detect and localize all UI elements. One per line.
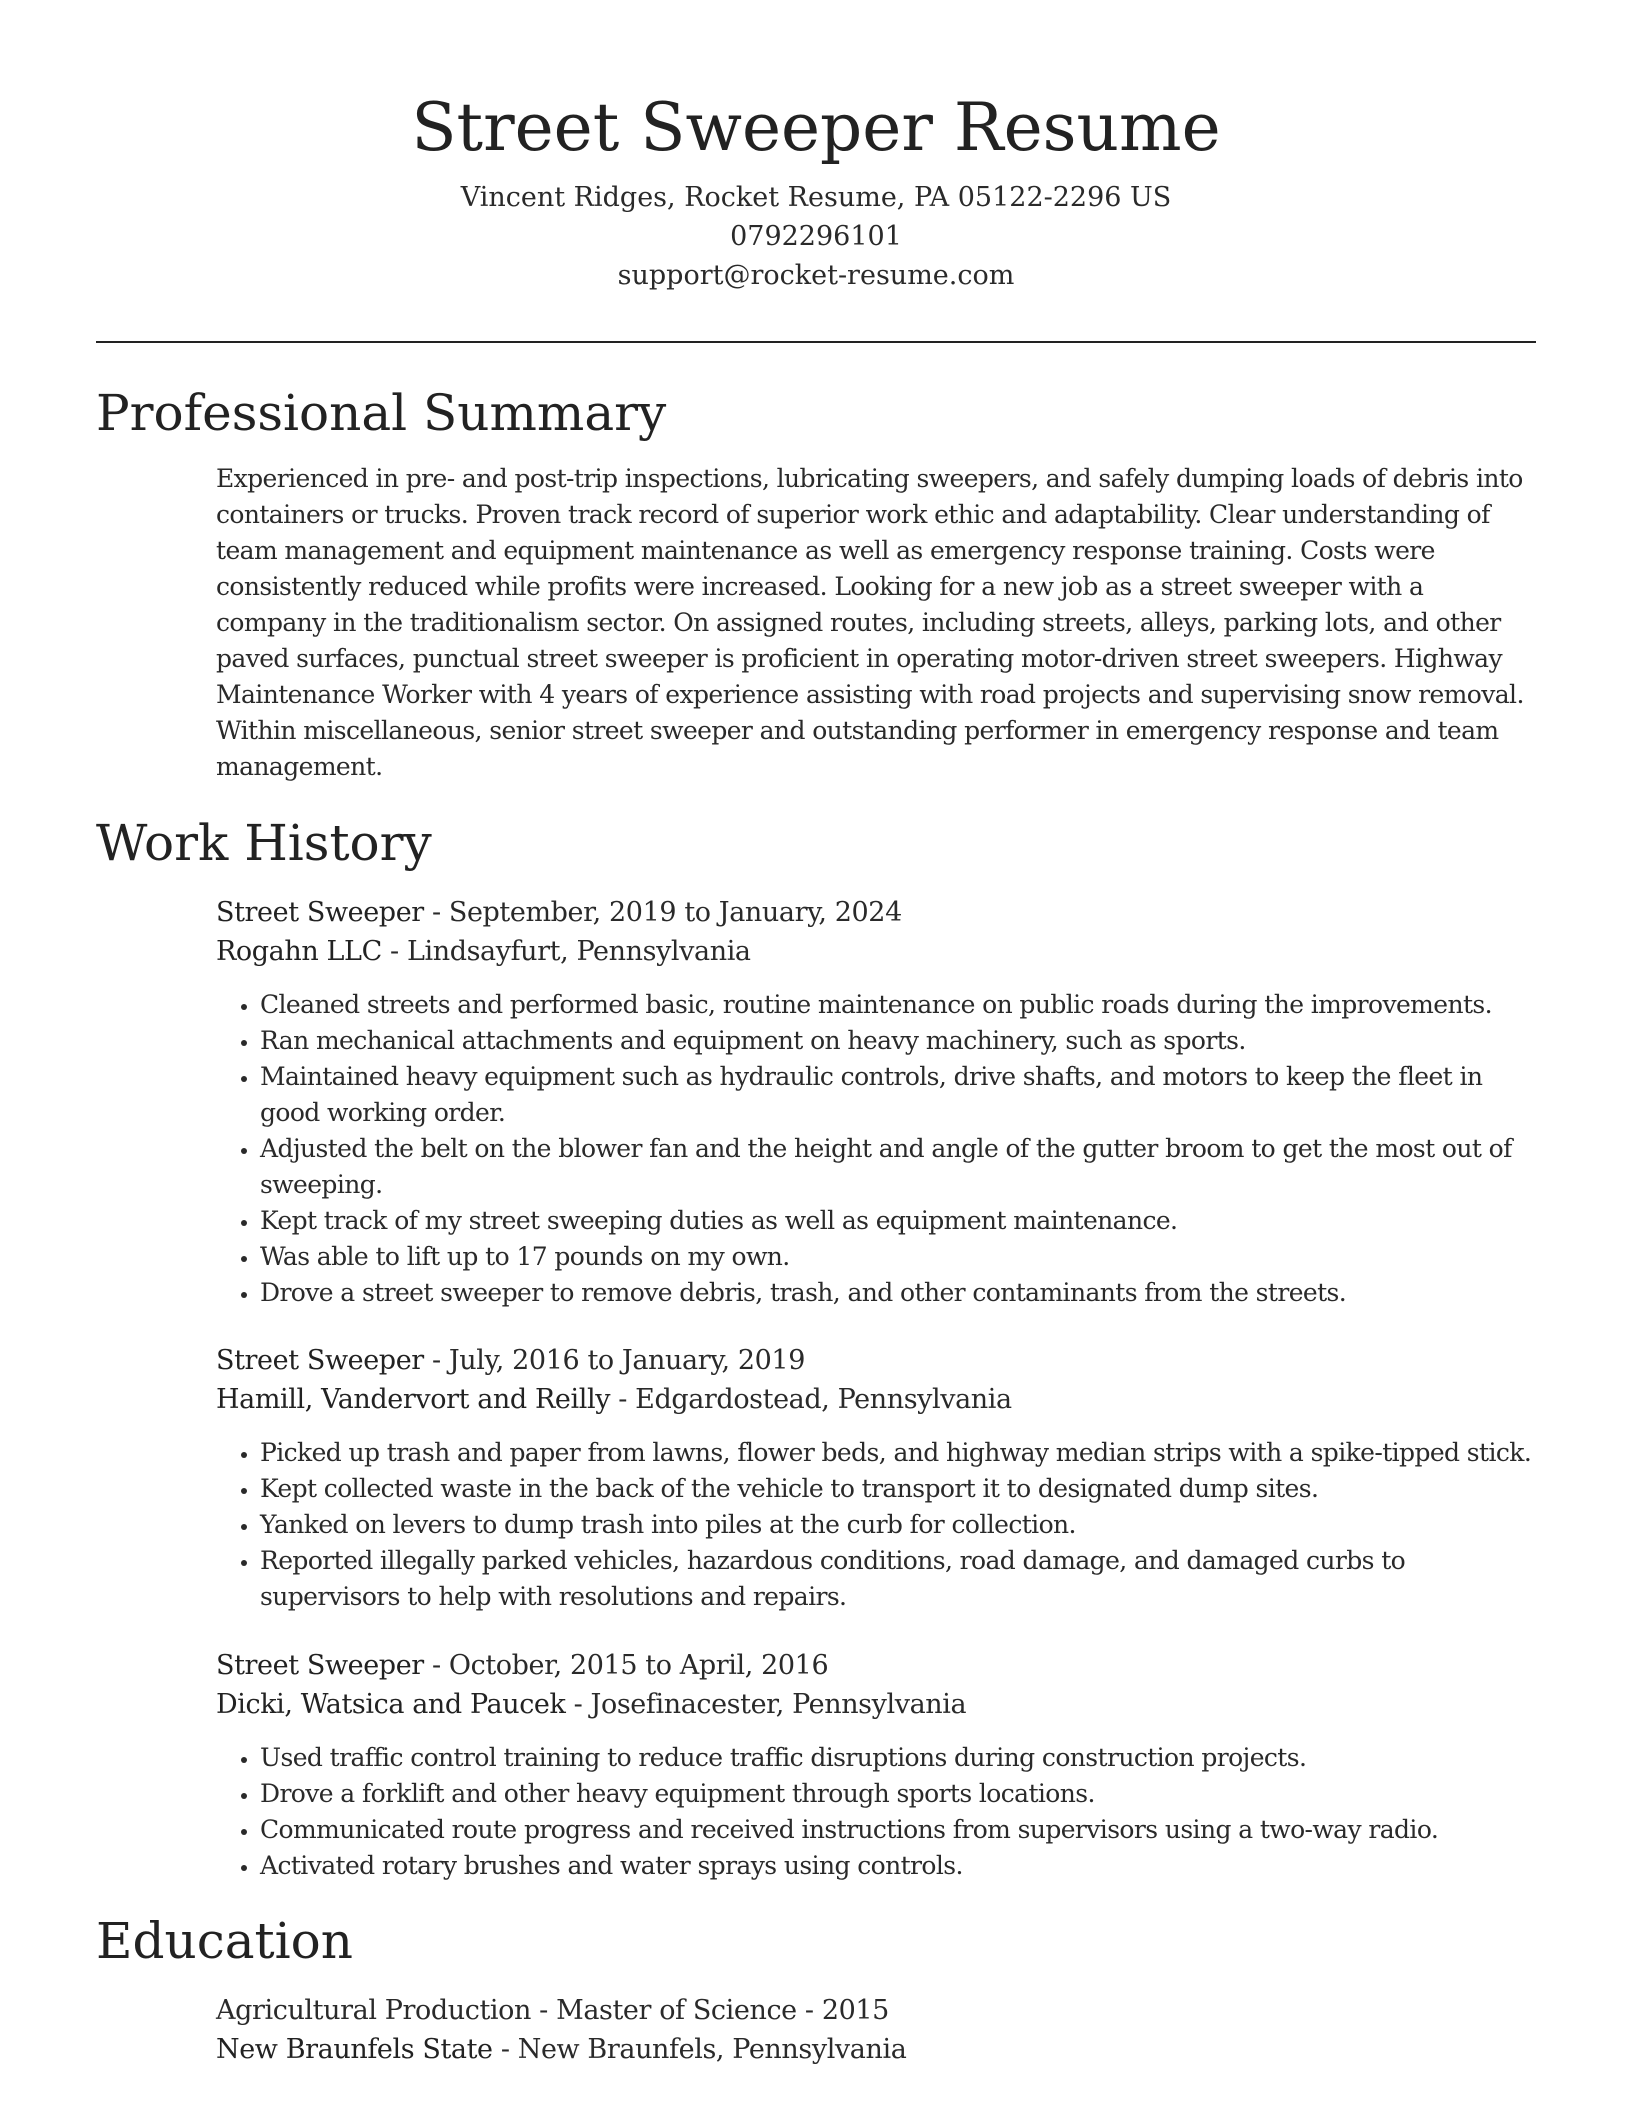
contact-phone: 0792296101	[730, 221, 902, 252]
job-title: Street Sweeper	[216, 1345, 424, 1376]
degree-line: Agricultural Production - Master of Science - 2015	[216, 1995, 889, 2026]
job-duties	[216, 1740, 1532, 1884]
resume-header	[0, 78, 1632, 295]
duty-item: • Ran mechanical attachments and equipment on heavy machinery, such as sports.	[260, 1023, 1532, 1059]
job-company-line	[216, 932, 1532, 971]
job-duties	[216, 987, 1532, 1311]
school-location: - New Braunfels, Pennsylvania	[492, 2034, 907, 2065]
job-title-line	[216, 893, 1532, 932]
summary-heading: Professional Summary	[96, 384, 667, 442]
education-heading: Education	[96, 1912, 353, 1970]
job-title-line	[216, 1341, 1532, 1380]
duty-item: • Activated rotary brushes and water sprays using controls.	[260, 1848, 1532, 1884]
job-company: Dicki, Watsica and Paucek	[216, 1689, 566, 1720]
duty-item: • Reported illegally parked vehicles, hazardous conditions, road damage, and damaged curbs to supervisors to help with resolutions and repairs.	[260, 1543, 1532, 1615]
job-company: Rogahn LLC	[216, 936, 382, 967]
duty-item: • Maintained heavy equipment such as hydraulic controls, drive shafts, and motors to keep the fleet in good working order.	[260, 1059, 1532, 1131]
duty-item: • Cleaned streets and performed basic, routine maintenance on public roads during the improvements.	[260, 987, 1532, 1023]
duty-item: • Drove a forklift and other heavy equipment through sports locations.	[260, 1776, 1532, 1812]
job-title-line	[216, 1646, 1532, 1685]
job-dates: - September, 2019 to January, 2024	[423, 897, 902, 928]
summary-text: Experienced in pre- and post-trip inspections, lubricating sweepers, and safely dumping loads of debris into containers or trucks. Proven track record of superior work ethic and adaptability. Clear understanding of team management and equipment maintenance as well as emergency response training. Costs were consistently reduced while profits were increased. Looking for a new job as a street sweeper with a company in the traditionalism sector. On assigned routes, including streets, alleys, parking lots, and other paved surfaces, punctual street sweeper is proficient in operating motor-driven street sweepers. Highway Maintenance Worker with 4 years of experience assisting with road projects and supervising snow removal. Within miscellaneous, senior street sweeper and outstanding performer in emergency response and team management.	[216, 464, 1524, 781]
job-duties	[216, 1435, 1532, 1615]
job-title: Street Sweeper	[216, 1650, 424, 1681]
job-location: - Lindsayfurt, Pennsylvania	[381, 936, 751, 967]
school-line	[216, 2030, 1532, 2069]
job-company: Hamill, Vandervort and Reilly	[216, 1384, 611, 1415]
job-location: - Josefinacester, Pennsylvania	[565, 1689, 967, 1720]
header-divider	[96, 341, 1536, 343]
job-dates: - October, 2015 to April, 2016	[423, 1650, 829, 1681]
job-entry	[216, 1341, 1532, 1615]
job-title: Street Sweeper	[216, 897, 424, 928]
duty-item: • Communicated route progress and received instructions from supervisors using a two-way radio.	[260, 1812, 1532, 1848]
duty-item: • Yanked on levers to dump trash into piles at the curb for collection.	[260, 1507, 1532, 1543]
duty-item: • Kept collected waste in the back of the vehicle to transport it to designated dump sites.	[260, 1471, 1532, 1507]
duty-item: • Picked up trash and paper from lawns, flower beds, and highway median strips with a spike-tipped stick.	[260, 1435, 1532, 1471]
duty-item: • Used traffic control training to reduce traffic disruptions during construction projects.	[260, 1740, 1532, 1776]
job-company-line	[216, 1685, 1532, 1724]
contact-address: Vincent Ridges, Rocket Resume, PA 05122-2296 US	[460, 182, 1172, 213]
education-entry	[216, 1991, 1532, 2069]
duty-item: • Kept track of my street sweeping duties as well as equipment maintenance.	[260, 1203, 1532, 1239]
duty-item: • Was able to lift up to 17 pounds on my own.	[260, 1239, 1532, 1275]
contact-email: support@rocket-resume.com	[617, 260, 1015, 291]
job-company-line	[216, 1380, 1532, 1419]
school-name: New Braunfels State	[216, 2034, 493, 2065]
work-history-heading: Work History	[96, 814, 432, 872]
job-location: - Edgardostead, Pennsylvania	[610, 1384, 1012, 1415]
job-dates: - July, 2016 to January, 2019	[423, 1345, 805, 1376]
job-entry	[216, 893, 1532, 1311]
resume-title: Street Sweeper Resume	[411, 89, 1221, 166]
duty-item: • Drove a street sweeper to remove debris, trash, and other contaminants from the streets.	[260, 1275, 1532, 1311]
duty-item: • Adjusted the belt on the blower fan and the height and angle of the gutter broom to get the most out of sweeping.	[260, 1131, 1532, 1203]
job-entry	[216, 1646, 1532, 1884]
